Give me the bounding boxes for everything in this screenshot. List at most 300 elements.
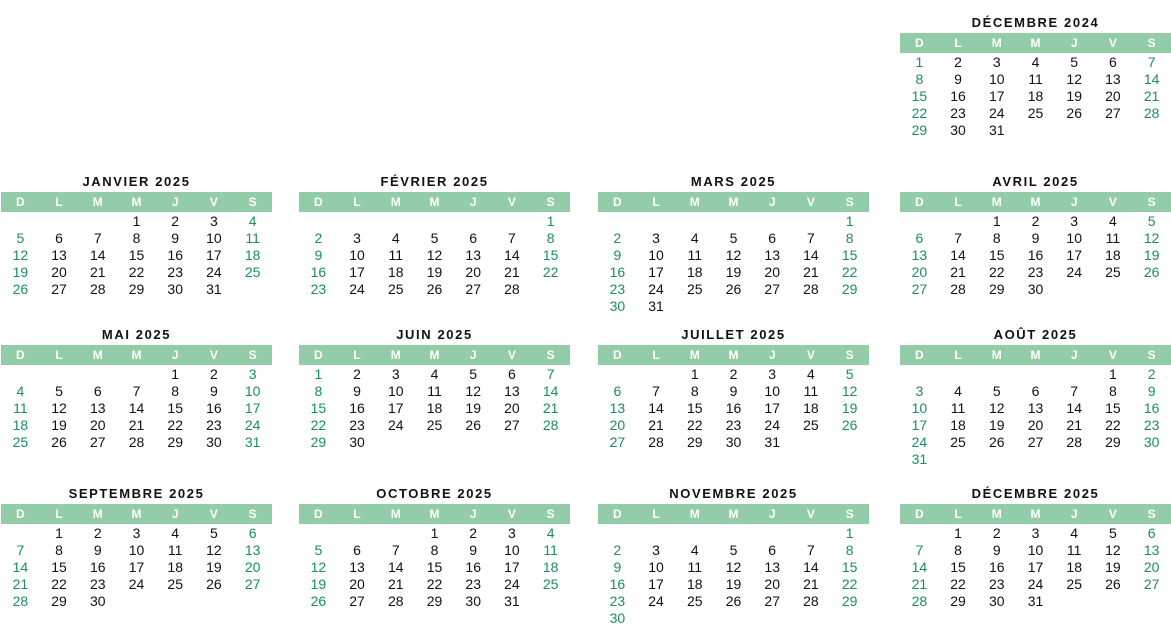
- day-cell: 25: [1066, 576, 1082, 592]
- day-cell: 2: [469, 525, 478, 541]
- empty-day-cell: [753, 213, 792, 230]
- day-cell: 27: [504, 417, 520, 433]
- day-cell: 11: [427, 383, 442, 399]
- day-cell: 12: [465, 383, 481, 399]
- weekday-label: V: [1108, 195, 1117, 209]
- day-cell: 26: [465, 417, 481, 433]
- day-cell: 20: [89, 417, 106, 433]
- day-cell: 31: [206, 281, 222, 297]
- day-cell: 16: [950, 88, 966, 104]
- day-cell: 17: [349, 264, 365, 280]
- day-cell: 27: [764, 593, 780, 609]
- day-cell: 29: [51, 593, 67, 609]
- empty-day-cell: [900, 525, 939, 542]
- day-cell: 1: [845, 213, 854, 229]
- day-cell: 10: [1027, 542, 1044, 558]
- day-cell: 28: [1066, 434, 1082, 450]
- day-cell: 15: [128, 247, 145, 263]
- weekday-label: M: [131, 507, 142, 521]
- day-cell: 23: [609, 281, 626, 297]
- day-cell: 24: [1027, 576, 1044, 592]
- day-cell: 12: [206, 542, 222, 558]
- day-cell: 26: [206, 576, 222, 592]
- weekday-label: V: [507, 507, 516, 521]
- day-cell: 24: [387, 417, 404, 433]
- day-cell: 25: [426, 417, 443, 433]
- empty-day-cell: [117, 366, 156, 383]
- month-title: SEPTEMBRE 2025: [68, 486, 205, 501]
- day-cell: 15: [542, 247, 559, 263]
- weekday-label: M: [390, 507, 401, 521]
- day-cell: 15: [426, 559, 443, 575]
- day-cell: 2: [992, 525, 1001, 541]
- day-cell: 3: [652, 230, 660, 246]
- day-cell: 8: [845, 542, 854, 558]
- day-cell: 23: [167, 264, 183, 280]
- day-cell: 19: [426, 264, 443, 280]
- day-cell: 27: [465, 281, 481, 297]
- empty-day-cell: [637, 213, 676, 230]
- day-cell: 19: [1105, 559, 1121, 575]
- day-cell: 28: [911, 593, 928, 609]
- day-grid: [900, 524, 1171, 610]
- day-cell: 7: [652, 383, 660, 399]
- weekday-header: [299, 192, 570, 212]
- day-cell: 20: [1027, 417, 1044, 433]
- day-cell: 1: [690, 366, 699, 382]
- day-cell: 16: [349, 400, 365, 416]
- day-cell: 6: [55, 230, 63, 246]
- weekday-label: S: [845, 348, 854, 362]
- day-cell: 5: [729, 230, 738, 246]
- day-cell: 16: [988, 559, 1005, 575]
- day-grid: [1, 365, 272, 451]
- day-cell: 7: [546, 366, 555, 382]
- weekday-label: S: [248, 348, 257, 362]
- day-cell: 20: [911, 264, 928, 280]
- day-cell: 7: [508, 230, 516, 246]
- day-cell: 13: [349, 559, 365, 575]
- month-calendar: [900, 327, 1171, 468]
- empty-day-cell: [792, 525, 831, 542]
- month-title: JANVIER 2025: [82, 174, 191, 189]
- day-cell: 31: [1027, 593, 1044, 609]
- day-grid: [598, 524, 869, 627]
- day-cell: 14: [504, 247, 520, 263]
- day-cell: 29: [128, 281, 145, 297]
- day-cell: 26: [988, 434, 1005, 450]
- day-cell: 30: [167, 281, 183, 297]
- day-cell: 17: [988, 88, 1005, 104]
- day-cell: 11: [13, 400, 28, 416]
- day-cell: 4: [954, 383, 962, 399]
- day-cell: 17: [206, 247, 222, 263]
- weekday-label: M: [689, 507, 700, 521]
- day-cell: 23: [988, 576, 1005, 592]
- day-cell: 15: [310, 400, 327, 416]
- day-cell: 12: [725, 247, 742, 263]
- empty-day-cell: [1055, 366, 1094, 383]
- weekday-label: V: [806, 348, 815, 362]
- day-cell: 21: [542, 400, 559, 416]
- weekday-header: [598, 504, 869, 524]
- day-cell: 4: [807, 366, 815, 382]
- day-cell: 17: [387, 400, 404, 416]
- weekday-label: J: [768, 195, 776, 209]
- weekday-label: V: [806, 507, 815, 521]
- day-grid: [299, 365, 570, 451]
- weekday-label: J: [1070, 507, 1078, 521]
- day-cell: 3: [652, 542, 660, 558]
- month-calendar: [900, 486, 1171, 610]
- day-cell: 27: [89, 434, 106, 450]
- day-cell: 25: [244, 264, 261, 280]
- day-cell: 28: [504, 281, 520, 297]
- day-cell: 15: [1105, 400, 1121, 416]
- day-cell: 14: [950, 247, 966, 263]
- day-cell: 13: [89, 400, 106, 416]
- weekday-label: J: [768, 507, 776, 521]
- day-cell: 3: [248, 366, 257, 382]
- weekday-label: L: [954, 348, 962, 362]
- empty-day-cell: [675, 213, 714, 230]
- weekday-label: L: [652, 507, 660, 521]
- empty-day-cell: [900, 213, 939, 230]
- month-calendar: [299, 327, 570, 451]
- day-cell: 12: [1066, 71, 1082, 87]
- day-cell: 8: [314, 383, 323, 399]
- day-cell: 5: [845, 366, 854, 382]
- day-cell: 22: [1105, 417, 1121, 433]
- day-cell: 2: [93, 525, 102, 541]
- day-cell: 18: [244, 247, 261, 263]
- day-cell: 12: [1105, 542, 1121, 558]
- day-cell: 6: [768, 542, 777, 558]
- day-cell: 31: [764, 434, 780, 450]
- weekday-label: V: [1108, 348, 1117, 362]
- day-cell: 30: [1027, 281, 1044, 297]
- weekday-label: S: [1147, 348, 1156, 362]
- weekday-label: L: [353, 348, 361, 362]
- day-cell: 14: [89, 247, 106, 263]
- day-cell: 26: [51, 434, 67, 450]
- day-cell: 19: [12, 264, 29, 280]
- day-cell: 8: [546, 230, 555, 246]
- day-cell: 29: [167, 434, 183, 450]
- day-cell: 30: [950, 122, 966, 138]
- day-cell: 9: [992, 542, 1001, 558]
- day-cell: 6: [248, 525, 257, 541]
- empty-day-cell: [40, 213, 79, 230]
- day-cell: 25: [686, 281, 703, 297]
- day-cell: 13: [609, 400, 626, 416]
- empty-day-cell: [338, 213, 377, 230]
- empty-day-cell: [454, 213, 493, 230]
- empty-day-cell: [939, 366, 978, 383]
- day-cell: 14: [911, 559, 928, 575]
- day-cell: 15: [841, 559, 858, 575]
- day-cell: 5: [1147, 213, 1156, 229]
- day-cell: 10: [648, 247, 664, 263]
- day-cell: 31: [988, 122, 1005, 138]
- day-cell: 8: [915, 71, 924, 87]
- day-cell: 22: [686, 417, 703, 433]
- day-cell: 19: [725, 264, 742, 280]
- empty-day-cell: [714, 213, 753, 230]
- weekday-label: J: [171, 348, 179, 362]
- day-cell: 25: [167, 576, 183, 592]
- weekday-label: S: [845, 507, 854, 521]
- day-cell: 2: [171, 213, 180, 229]
- weekday-label: J: [768, 348, 776, 362]
- weekday-label: J: [469, 348, 477, 362]
- day-cell: 6: [93, 383, 102, 399]
- day-cell: 6: [469, 230, 478, 246]
- day-cell: 1: [55, 525, 63, 541]
- weekday-label: V: [806, 195, 815, 209]
- day-cell: 6: [1147, 525, 1156, 541]
- day-cell: 18: [686, 576, 703, 592]
- weekday-label: M: [728, 195, 739, 209]
- day-cell: 28: [803, 281, 819, 297]
- day-cell: 29: [841, 593, 858, 609]
- day-cell: 9: [613, 247, 622, 263]
- day-cell: 12: [310, 559, 327, 575]
- day-cell: 16: [310, 264, 327, 280]
- day-cell: 6: [1109, 54, 1117, 70]
- day-cell: 21: [803, 576, 819, 592]
- day-cell: 24: [206, 264, 222, 280]
- day-cell: 19: [51, 417, 67, 433]
- day-cell: 21: [648, 417, 664, 433]
- day-cell: 27: [764, 281, 780, 297]
- empty-day-cell: [78, 213, 117, 230]
- month-calendar: [598, 327, 869, 451]
- day-cell: 13: [504, 383, 520, 399]
- weekday-label: L: [55, 348, 63, 362]
- day-cell: 2: [353, 366, 361, 382]
- day-cell: 3: [915, 383, 924, 399]
- day-cell: 10: [206, 230, 222, 246]
- empty-day-cell: [1, 213, 40, 230]
- day-cell: 30: [349, 434, 365, 450]
- empty-day-cell: [598, 213, 637, 230]
- day-cell: 31: [504, 593, 520, 609]
- day-cell: 28: [387, 593, 404, 609]
- day-cell: 15: [51, 559, 67, 575]
- day-cell: 9: [613, 559, 622, 575]
- month-calendar: [900, 174, 1171, 298]
- day-cell: 3: [391, 366, 400, 382]
- empty-day-cell: [675, 525, 714, 542]
- day-cell: 13: [764, 559, 780, 575]
- day-cell: 26: [725, 593, 742, 609]
- day-cell: 24: [764, 417, 780, 433]
- day-cell: 18: [803, 400, 819, 416]
- weekday-label: M: [1030, 195, 1041, 209]
- day-cell: 17: [504, 559, 520, 575]
- day-cell: 15: [841, 247, 858, 263]
- day-grid: [299, 212, 570, 298]
- day-cell: 22: [128, 264, 145, 280]
- month-title: MAI 2025: [101, 327, 172, 342]
- day-cell: 27: [349, 593, 365, 609]
- weekday-label: M: [429, 348, 440, 362]
- day-cell: 5: [729, 542, 738, 558]
- weekday-label: J: [1070, 348, 1078, 362]
- weekday-label: V: [1108, 507, 1117, 521]
- day-cell: 7: [1070, 383, 1079, 399]
- weekday-label: M: [429, 507, 440, 521]
- day-cell: 17: [648, 264, 664, 280]
- weekday-label: M: [689, 348, 700, 362]
- day-cell: 28: [12, 593, 29, 609]
- day-cell: 18: [950, 417, 966, 433]
- empty-day-cell: [1, 525, 40, 542]
- day-cell: 6: [508, 366, 516, 382]
- weekday-label: D: [613, 348, 622, 362]
- day-cell: 27: [51, 281, 67, 297]
- month-title: JUILLET 2025: [681, 327, 786, 342]
- day-cell: 11: [687, 247, 703, 263]
- weekday-label: V: [209, 195, 218, 209]
- day-cell: 28: [1143, 105, 1160, 121]
- empty-day-cell: [753, 525, 792, 542]
- weekday-label: S: [1147, 36, 1156, 50]
- day-cell: 1: [314, 366, 323, 382]
- day-cell: 31: [244, 434, 261, 450]
- day-cell: 29: [426, 593, 443, 609]
- day-cell: 29: [988, 281, 1005, 297]
- day-cell: 13: [465, 247, 481, 263]
- day-cell: 7: [93, 230, 102, 246]
- weekday-label: D: [613, 507, 622, 521]
- weekday-label: J: [171, 195, 179, 209]
- day-cell: 19: [725, 576, 742, 592]
- day-cell: 22: [167, 417, 183, 433]
- day-cell: 7: [954, 230, 962, 246]
- empty-day-cell: [299, 525, 338, 542]
- day-cell: 13: [1143, 542, 1160, 558]
- weekday-label: V: [209, 507, 218, 521]
- day-cell: 10: [349, 247, 365, 263]
- day-cell: 21: [803, 264, 819, 280]
- day-cell: 29: [310, 434, 327, 450]
- day-cell: 23: [725, 417, 742, 433]
- day-cell: 5: [992, 383, 1001, 399]
- day-cell: 27: [244, 576, 261, 592]
- day-cell: 2: [210, 366, 218, 382]
- day-cell: 19: [988, 417, 1005, 433]
- day-cell: 21: [1143, 88, 1160, 104]
- empty-day-cell: [792, 213, 831, 230]
- day-cell: 18: [12, 417, 29, 433]
- day-cell: 8: [1109, 383, 1117, 399]
- weekday-label: L: [954, 36, 962, 50]
- day-cell: 18: [167, 559, 183, 575]
- day-cell: 16: [609, 576, 626, 592]
- weekday-header: [1, 345, 272, 365]
- day-cell: 20: [1105, 88, 1121, 104]
- day-cell: 27: [1143, 576, 1160, 592]
- day-cell: 28: [950, 281, 966, 297]
- weekday-label: M: [728, 507, 739, 521]
- day-cell: 21: [504, 264, 520, 280]
- day-cell: 10: [911, 400, 928, 416]
- day-cell: 26: [310, 593, 327, 609]
- day-cell: 9: [729, 383, 738, 399]
- weekday-label: S: [546, 507, 555, 521]
- day-cell: 7: [807, 542, 815, 558]
- day-grid: [598, 365, 869, 451]
- day-cell: 3: [1070, 213, 1079, 229]
- month-title: JUIN 2025: [396, 327, 473, 342]
- day-cell: 18: [387, 264, 404, 280]
- day-cell: 11: [803, 383, 819, 399]
- day-cell: 21: [950, 264, 966, 280]
- day-cell: 18: [1027, 88, 1044, 104]
- month-calendar: [299, 174, 570, 298]
- day-cell: 25: [387, 281, 404, 297]
- day-cell: 24: [911, 434, 928, 450]
- day-cell: 1: [954, 525, 962, 541]
- day-cell: 12: [988, 400, 1005, 416]
- weekday-label: V: [209, 348, 218, 362]
- day-cell: 23: [950, 105, 966, 121]
- day-cell: 20: [764, 264, 780, 280]
- weekday-label: M: [1030, 36, 1041, 50]
- day-cell: 14: [387, 559, 404, 575]
- weekday-label: J: [469, 195, 477, 209]
- empty-day-cell: [415, 213, 454, 230]
- day-cell: 17: [244, 400, 261, 416]
- day-cell: 1: [430, 525, 439, 541]
- day-cell: 5: [314, 542, 323, 558]
- day-cell: 9: [171, 230, 180, 246]
- weekday-label: M: [991, 36, 1002, 50]
- day-cell: 13: [244, 542, 261, 558]
- weekday-label: M: [728, 348, 739, 362]
- day-cell: 1: [546, 213, 555, 229]
- day-cell: 9: [314, 247, 323, 263]
- empty-day-cell: [714, 525, 753, 542]
- day-cell: 23: [609, 593, 626, 609]
- day-cell: 14: [648, 400, 664, 416]
- day-cell: 19: [1143, 247, 1160, 263]
- day-cell: 23: [465, 576, 481, 592]
- day-grid: [299, 524, 570, 610]
- day-cell: 2: [1147, 366, 1156, 382]
- day-cell: 16: [609, 264, 626, 280]
- day-cell: 14: [128, 400, 145, 416]
- weekday-label: M: [92, 348, 103, 362]
- month-title: DÉCEMBRE 2025: [971, 486, 1100, 501]
- day-cell: 9: [353, 383, 361, 399]
- day-cell: 21: [89, 264, 106, 280]
- day-cell: 20: [764, 576, 780, 592]
- month-calendar: [1, 327, 272, 451]
- weekday-label: M: [1030, 348, 1041, 362]
- day-cell: 12: [1143, 230, 1160, 246]
- empty-day-cell: [598, 366, 637, 383]
- day-cell: 15: [988, 247, 1005, 263]
- day-cell: 26: [426, 281, 443, 297]
- day-cell: 26: [1066, 105, 1082, 121]
- day-cell: 8: [845, 230, 854, 246]
- day-cell: 18: [1066, 559, 1082, 575]
- day-cell: 10: [1066, 230, 1082, 246]
- day-cell: 1: [132, 213, 141, 229]
